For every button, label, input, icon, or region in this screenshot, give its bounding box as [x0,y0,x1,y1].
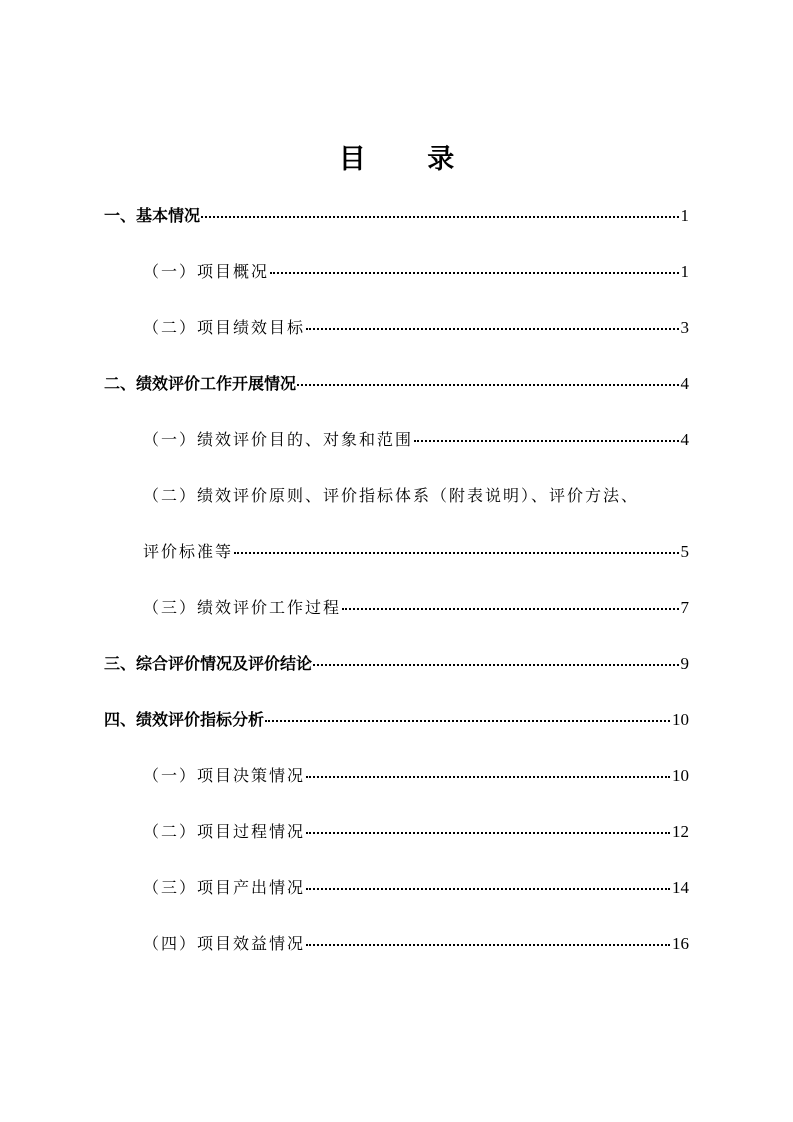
toc-entry-text: （二）绩效评价原则、评价指标体系（附表说明）、评价方法、 [143,486,640,505]
toc-entry-text: （四）项目效益情况 [143,934,306,953]
toc-entry-text: （三）绩效评价工作过程 [143,598,342,617]
toc-page-number: 10 [672,766,689,785]
toc-leader [342,608,678,610]
toc-page-number: 12 [672,822,689,841]
toc-leader [414,440,678,442]
toc-page-number: 4 [680,430,689,449]
toc-entry[interactable] [143,931,689,957]
toc-entry-text: 一、基本情况 [104,206,201,225]
toc-entry[interactable] [143,763,689,789]
toc-leader [297,384,678,386]
toc-leader [201,216,678,218]
toc-entry[interactable] [143,539,689,565]
toc-leader [313,664,678,666]
toc-entry[interactable] [104,371,689,397]
toc-entry[interactable] [143,595,689,621]
toc-page-number: 3 [680,318,689,337]
toc-entry[interactable] [143,259,689,285]
toc-entry-text: （一）项目决策情况 [143,766,306,785]
toc-leader [306,888,670,890]
toc-leader [270,272,678,274]
toc-page-number: 10 [672,710,689,729]
toc-leader [265,720,670,722]
toc-entry[interactable] [143,427,689,453]
toc-entry-wrapped[interactable] [143,483,689,509]
toc-entry[interactable] [104,707,689,733]
toc-entry-text: （三）项目产出情况 [143,878,306,897]
toc-entry[interactable] [143,315,689,341]
toc-entry[interactable] [104,203,689,229]
toc-page-number: 1 [680,262,689,281]
toc-entry-text: 四、绩效评价指标分析 [104,710,265,729]
toc-entry-text: 评价标准等 [143,542,234,561]
toc-entry-text: （一）绩效评价目的、对象和范围 [143,430,414,449]
toc-page-number: 7 [680,598,689,617]
toc-entry[interactable] [104,651,689,677]
toc-page-number: 5 [680,542,689,561]
toc-entry[interactable] [143,819,689,845]
toc-leader [306,776,670,778]
toc-entry[interactable] [143,875,689,901]
toc-entry-text: 二、绩效评价工作开展情况 [104,374,297,393]
toc-page-number: 9 [680,654,689,673]
toc-leader [234,552,678,554]
toc-page-number: 4 [680,374,689,393]
toc-leader [306,832,670,834]
toc-entry-text: 三、综合评价情况及评价结论 [104,654,313,673]
toc-entry-text: （二）项目绩效目标 [143,318,306,337]
toc-page-number: 1 [680,206,689,225]
page-title: 目 录 [338,144,481,175]
toc-leader [306,944,670,946]
toc-entry-text: （二）项目过程情况 [143,822,306,841]
toc-leader [306,328,678,330]
toc-page-number: 16 [672,934,689,953]
toc-entry-text: （一）项目概况 [143,262,270,281]
toc-page-number: 14 [672,878,689,897]
